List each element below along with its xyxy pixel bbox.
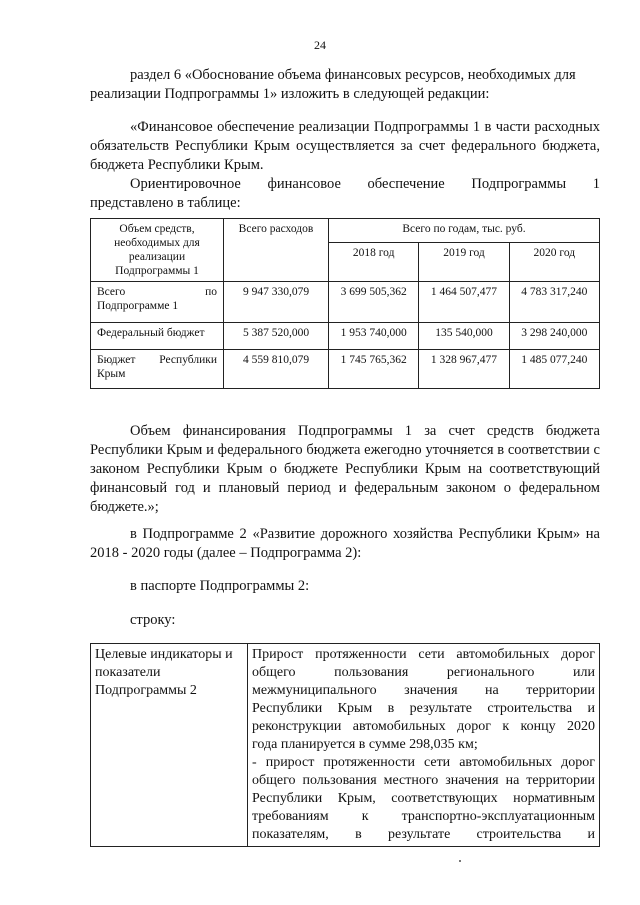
intro-line-2: реализации Подпрограммы 1» изложить в следующей редакции: [90,86,490,102]
indicator-line: - прирост протяженности сети автомобильных дорог [252,755,595,770]
total-cell: 5 387 520,000 [224,323,329,350]
intro-paragraph [90,66,600,104]
financing-paragraph: «Финансовое обеспечение реализации Подпрограммы 1 в части расходных обязательств Республики Крым осуществляется за счет федерального бюджета, бюджета Республики Крым. [90,119,600,173]
financing-table [90,218,600,389]
table-row [91,350,600,389]
scan-speck [459,860,461,862]
row-paragraph: строку: [130,612,176,628]
indicator-line: показателям, в результате строительства и [252,827,595,842]
volume-paragraph: Объем финансирования Подпрограммы 1 за счет средств бюджета Республики Крым и федерального бюджета ежегодно уточняется в соответствии с законом Республики Крым о бюджете Республики Крым на соответствующий финансовый год и плановый период и федеральным законом о федеральном бюджете.»; [90,423,600,515]
value-cell: 3 699 505,362 [329,282,419,323]
table-row [91,282,600,323]
page-number: 24 [314,38,326,52]
estimate-line-1: Ориентировочное финансовое обеспечение Подпрограммы 1 [130,176,600,192]
table-row [91,323,600,350]
header-year-cell: 2018 год [329,243,419,282]
subprogram2-paragraph: в Подпрограмме 2 «Развитие дорожного хозяйства Республики Крым» на 2018 - 2020 годы (далее – Подпрограмма 2): [90,526,600,561]
value-cell: 135 540,000 [419,323,509,350]
value-cell: 1 328 967,477 [419,350,509,389]
total-cell: 9 947 330,079 [224,282,329,323]
indicator-line: Республики Крым, соответствующих нормативным [252,791,595,806]
indicator-line: межмуниципального значения на территории [252,683,595,698]
row-label-cell: Всего по Подпрограмме 1 [91,282,224,323]
indicator-line: Республики Крым в результате строительства и [252,701,595,716]
indicator-line: года планируется в сумме 298,035 км; [252,737,478,752]
indicator-line: Прирост протяженности сети автомобильных дорог [252,647,595,662]
row-label-cell: Бюджет Республики Крым [91,350,224,389]
estimate-paragraph [90,175,600,213]
header-years-group-cell: Всего по годам, тыс. руб. [329,219,600,243]
indicators-label-cell: Целевые индикаторы и показатели Подпрограммы 2 [91,644,248,847]
indicators-value-cell [248,644,600,847]
table-header-row [91,219,600,243]
header-volume-cell: Объем средств, необходимых для реализации Подпрограммы 1 [91,219,224,282]
header-total-cell: Всего расходов [224,219,329,282]
indicator-line: общего пользования регионального или [252,665,595,680]
value-cell: 1 745 765,362 [329,350,419,389]
value-cell: 4 783 317,240 [509,282,599,323]
header-year-cell: 2019 год [419,243,509,282]
value-cell: 1 464 507,477 [419,282,509,323]
total-cell: 4 559 810,079 [224,350,329,389]
indicator-line: реконструкции автомобильных дорог к концу 2020 [252,719,595,734]
value-cell: 1 485 077,240 [509,350,599,389]
indicator-line: требованиям к транспортно-эксплуатационным [252,809,595,824]
value-cell: 3 298 240,000 [509,323,599,350]
indicator-line: общего пользования местного значения на территории [252,773,595,788]
row-label-cell: Федеральный бюджет [91,323,224,350]
table-row [91,644,600,847]
passport-paragraph: в паспорте Подпрограммы 2: [130,578,310,594]
header-year-cell: 2020 год [509,243,599,282]
intro-line-1: раздел 6 «Обоснование объема финансовых ресурсов, необходимых для [130,67,576,83]
value-cell: 1 953 740,000 [329,323,419,350]
indicators-table [90,643,600,847]
estimate-line-2: представлено в таблице: [90,195,241,211]
